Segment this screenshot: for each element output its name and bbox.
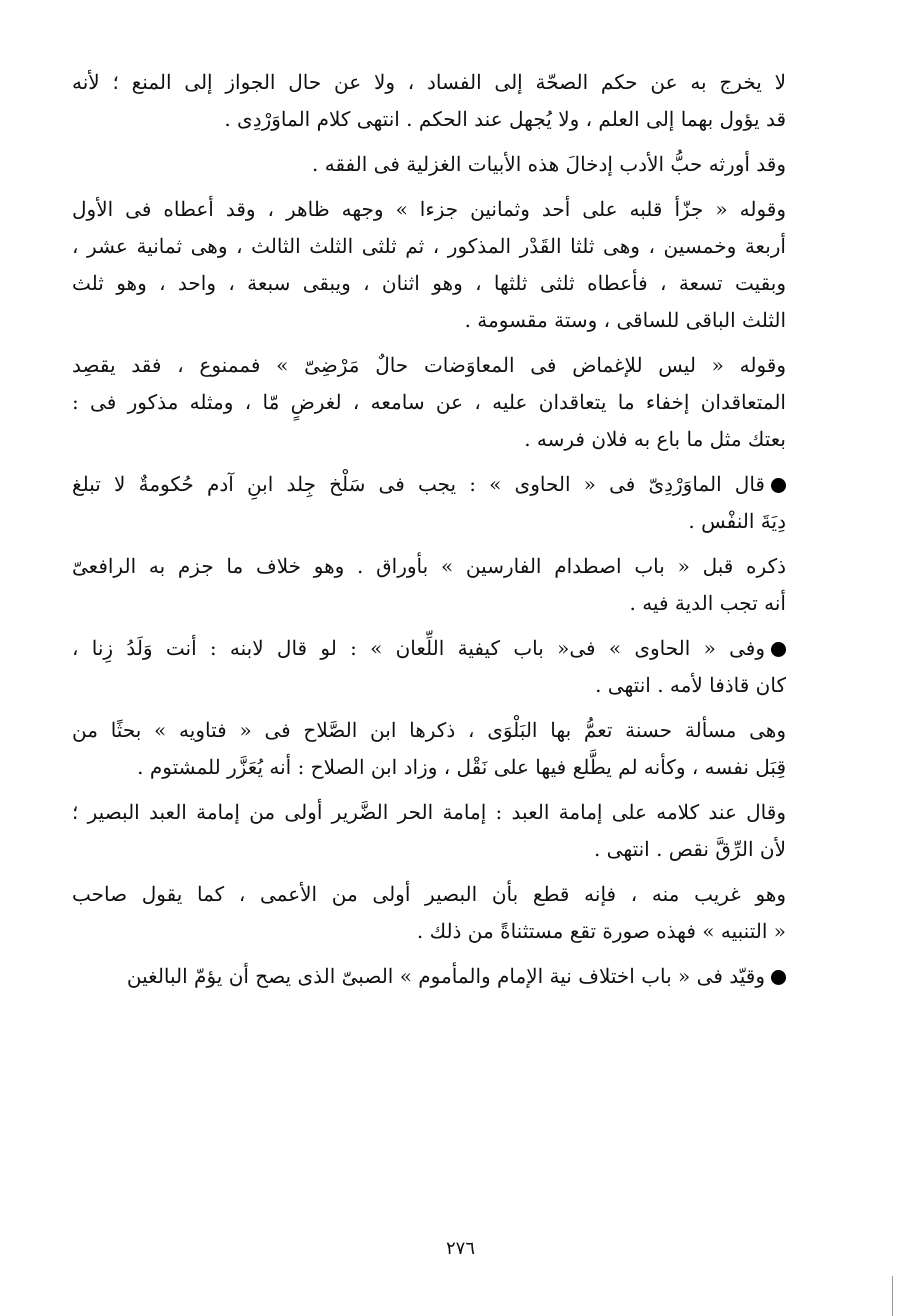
text-line — [72, 421, 786, 458]
line-text: قال الماوَرْدِىّ فى « الحاوى » : يجب فى سَلْخ جِلد ابنِ آدم حُكومةٌ لا تبلغ — [72, 472, 765, 496]
page-body-text — [72, 64, 786, 1003]
paragraph — [72, 64, 786, 138]
line-text: ذكره قبل « باب اصطدام الفارسين » بأوراق . وهو خلاف ما جزم به الرافعىّ — [72, 554, 786, 578]
paragraph — [72, 958, 786, 995]
line-text: بعتك مثل ما باع به فلان فرسه . — [524, 427, 786, 451]
line-text: دِيَةَ النفْس . — [688, 509, 786, 533]
text-line — [72, 347, 786, 384]
page-number: ٢٧٦ — [445, 1238, 475, 1259]
paragraph — [72, 876, 786, 950]
text-line — [72, 228, 786, 265]
text-line — [72, 503, 786, 540]
text-line — [72, 630, 786, 667]
line-text: وقوله « ليس للإغماض فى المعاوَضات حالٌ مَرْضِىّ » فممنوع ، فقد يقصِد — [72, 353, 786, 377]
line-text: أربعة وخمسين ، وهى ثلثا القَدْر المذكور ، ثم ثلثى الثلث الثالث ، وهى ثمانية عشر ، — [72, 234, 786, 258]
line-text: وبقيت تسعة ، فأعطاه ثلثى ثلثها ، وهو اثنان ، ويبقى سبعة ، واحد ، وهو ثلث — [72, 271, 786, 295]
text-line — [72, 384, 786, 421]
text-line — [72, 831, 786, 868]
paragraph — [72, 712, 786, 786]
line-text: لأن الرِّقَّ نقص . انتهى . — [593, 837, 786, 861]
paragraph — [72, 191, 786, 339]
text-line — [72, 191, 786, 228]
text-line — [72, 913, 786, 950]
line-text: الثلث الباقى للساقى ، وستة مقسومة . — [464, 308, 786, 332]
text-line — [72, 101, 786, 138]
text-line — [72, 667, 786, 704]
line-text: المتعاقدان إخفاء ما يتعاقدان عليه ، عن سامعه ، لغرضٍ مّا ، ومثله مذكور فى : — [72, 390, 786, 414]
line-text: وقد أورثه حبُّ الأدب إدخالَ هذه الأبيات الغزلية فى الفقه . — [312, 152, 786, 176]
text-line — [72, 64, 786, 101]
line-text: وقوله « جزّأ قلبه على أحد وثمانين جزءا » وجهه ظاهر ، وقد أعطاه فى الأول — [72, 197, 786, 221]
text-line — [72, 548, 786, 585]
text-line — [72, 712, 786, 749]
paragraph — [72, 794, 786, 868]
text-line — [72, 466, 786, 503]
line-text: وهو غريب منه ، فإنه قطع بأن البصير أولى من الأعمى ، كما يقول صاحب — [72, 882, 786, 906]
line-text: « التنبيه » فهذه صورة تقع مستثناةً من ذلك . — [416, 919, 786, 943]
line-text: وفى « الحاوى » فى« باب كيفية اللِّعان » : لو قال لابنه : أنت وَلَدُ زِنا ، — [72, 636, 765, 660]
text-line — [72, 876, 786, 913]
line-text: وهى مسألة حسنة تعمُّ بها البَلْوَى ، ذكرها ابن الصَّلاح فى « فتاويه » بحثًا من — [72, 718, 786, 742]
line-text: قد يؤول بهما إلى العلم ، ولا يُجهل عند الحكم . انتهى كلام الماوَرْدِى . — [224, 107, 786, 131]
text-line — [72, 749, 786, 786]
line-text: وقيّد فى « باب اختلاف نية الإمام والمأموم » الصبىّ الذى يصح أن يؤمّ البالغين — [126, 964, 765, 988]
text-line — [72, 585, 786, 622]
paragraph — [72, 466, 786, 540]
bullet-dot-icon — [771, 478, 786, 493]
bullet-dot-icon — [771, 642, 786, 657]
text-line — [72, 265, 786, 302]
text-line — [72, 958, 786, 995]
paragraph — [72, 630, 786, 704]
line-text: وقال عند كلامه على إمامة العبد : إمامة الحر الضَّرير أولى من إمامة العبد البصير ؛ — [72, 800, 786, 824]
scan-edge-mark — [892, 1276, 893, 1316]
text-line — [72, 302, 786, 339]
paragraph — [72, 548, 786, 622]
text-line — [72, 146, 786, 183]
line-text: أنه تجب الدية فيه . — [629, 591, 786, 615]
paragraph — [72, 146, 786, 183]
paragraph — [72, 347, 786, 458]
line-text: لا يخرج به عن حكم الصحّة إلى الفساد ، ولا عن حال الجواز إلى المنع ؛ لأنه — [72, 70, 786, 94]
bullet-dot-icon — [771, 970, 786, 985]
text-line — [72, 794, 786, 831]
line-text: كان قاذفا لأمه . انتهى . — [595, 673, 786, 697]
line-text: قِبَل نفسه ، وكأنه لم يطَّلع فيها على نَقْل ، وزاد ابن الصلاح : أنه يُعَزَّر للمشتوم . — [137, 755, 786, 779]
